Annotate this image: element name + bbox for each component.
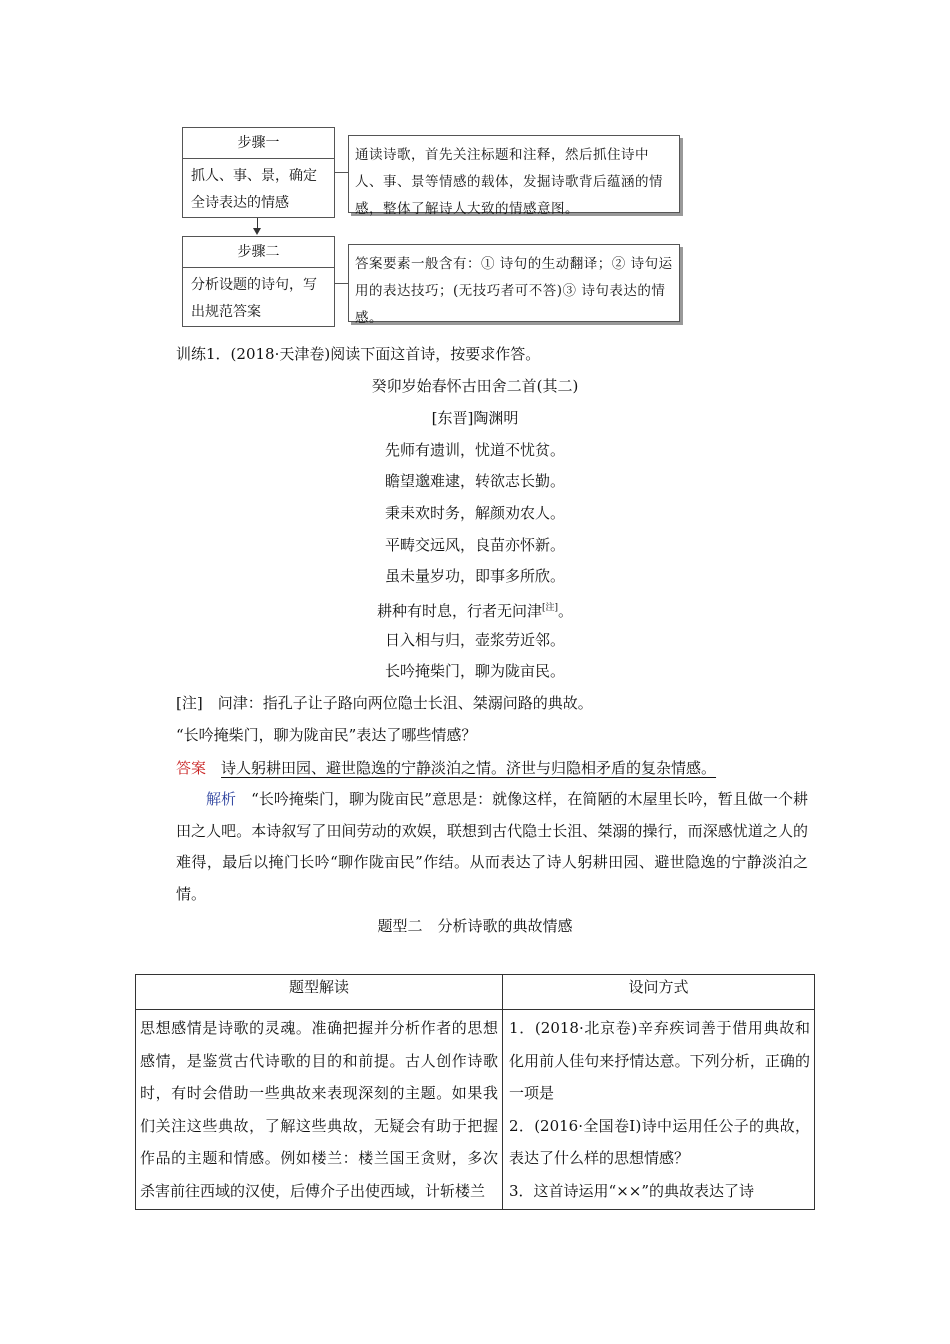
question: “长吟掩柴门，聊为陇亩民”表达了哪些情感？	[176, 726, 477, 744]
answer-line	[176, 758, 716, 778]
question-item: 1．(2018·北京卷)辛弃疾词善于借用典故和化用前人佳句来抒情达意。下列分析，正确的一项是	[509, 1019, 810, 1102]
table-header: 题型解读	[136, 975, 503, 1010]
down-arrow-icon	[253, 228, 261, 235]
table-cell-interpretation: 思想感情是诗歌的灵魂。准确把握并分析作者的思想感情，是鉴赏古代诗歌的目的和前提。古人创作诗歌时，有时会借助一些典故来表现深刻的主题。如果我们关注这些典故，了解这些典故，无疑会有助于把握作品的主题和情感。例如楼兰：楼兰国王贪财，多次杀害前往西域的汉使，后傅介子出使西域，计斩楼兰	[136, 1010, 503, 1210]
poem-note: [注] 问津：指孔子让子路向两位隐士长沮、桀溺问路的典故。	[176, 694, 593, 712]
answer-label: 答案	[176, 759, 207, 777]
poem-author: [东晋]陶渊明	[431, 409, 519, 427]
poem-line: 秉耒欢时务，解颜劝农人。	[384, 504, 565, 522]
question-type-table	[135, 974, 815, 1210]
step2-description: 答案要素一般含有：① 诗句的生动翻译；② 诗句运用的表达技巧；(无技巧者可不答)③ 诗句表达的情感。	[348, 244, 680, 322]
connector-line	[335, 172, 348, 173]
poem-line: 平畴交远风，良苗亦怀新。	[384, 536, 565, 554]
step1-box	[182, 127, 335, 218]
step2-title: 步骤二	[183, 237, 334, 268]
question-item: 3．这首诗运用“××”的典故表达了诗	[509, 1181, 755, 1200]
step1-body: 抓人、事、景，确定全诗表达的情感	[191, 168, 317, 211]
table-cell-questions	[503, 1010, 815, 1210]
exercise-heading: 训练1．(2018·天津卷)阅读下面这首诗，按要求作答。	[176, 345, 541, 363]
step2-body: 分析设题的诗句，写出规范答案	[191, 277, 317, 320]
poem-line: 日入相与归，壶浆劳近邻。	[384, 631, 565, 649]
poem-line: 先师有遗训，忧道不忧贫。	[384, 441, 565, 459]
question-item: 2．(2016·全国卷Ⅰ)诗中运用任公子的典故，表达了什么样的思想情感？	[509, 1116, 810, 1167]
step1-title: 步骤一	[183, 128, 334, 159]
table-header: 设问方式	[503, 975, 815, 1010]
analysis-label: 解析	[206, 790, 237, 808]
note-marker: [注]	[541, 603, 559, 613]
analysis-text: “长吟掩柴门，聊为陇亩民”意思是：就像这样，在简陋的木屋里长吟，暂且做一个耕田之人吧。本诗叙写了田间劳动的欢娱，联想到古代隐士长沮、桀溺的操行，而深感忧道之人的难得，最后以掩门长吟“聊作陇亩民”作结。从而表达了诗人躬耕田园、避世隐逸的宁静淡泊之情。	[176, 790, 808, 903]
connector-line	[335, 283, 348, 284]
poem-line-end: 。	[558, 602, 574, 620]
analysis-paragraph	[176, 784, 808, 910]
step2-box	[182, 236, 335, 327]
answer-text: 诗人躬耕田园、避世隐逸的宁静淡泊之情。济世与归隐相矛盾的复杂情感。	[221, 759, 717, 777]
section-title: 题型二 分析诗歌的典故情感	[377, 917, 573, 935]
step1-description: 通读诗歌，首先关注标题和注释，然后抓住诗中人、事、景等情感的载体，发掘诗歌背后蕴涵的情感，整体了解诗人大致的情感意图。	[348, 135, 680, 213]
poem-title: 癸卯岁始春怀古田舍二首(其二)	[371, 377, 579, 395]
poem-line: 虽未量岁功，即事多所欣。	[384, 567, 565, 585]
poem-line: 长吟掩柴门，聊为陇亩民。	[384, 662, 565, 680]
poem-line: 瞻望邈难逮，转欲志长勤。	[384, 472, 565, 490]
poem-line: 耕种有时息，行者无问津	[376, 602, 542, 620]
poem-line-annotated	[0, 598, 950, 621]
